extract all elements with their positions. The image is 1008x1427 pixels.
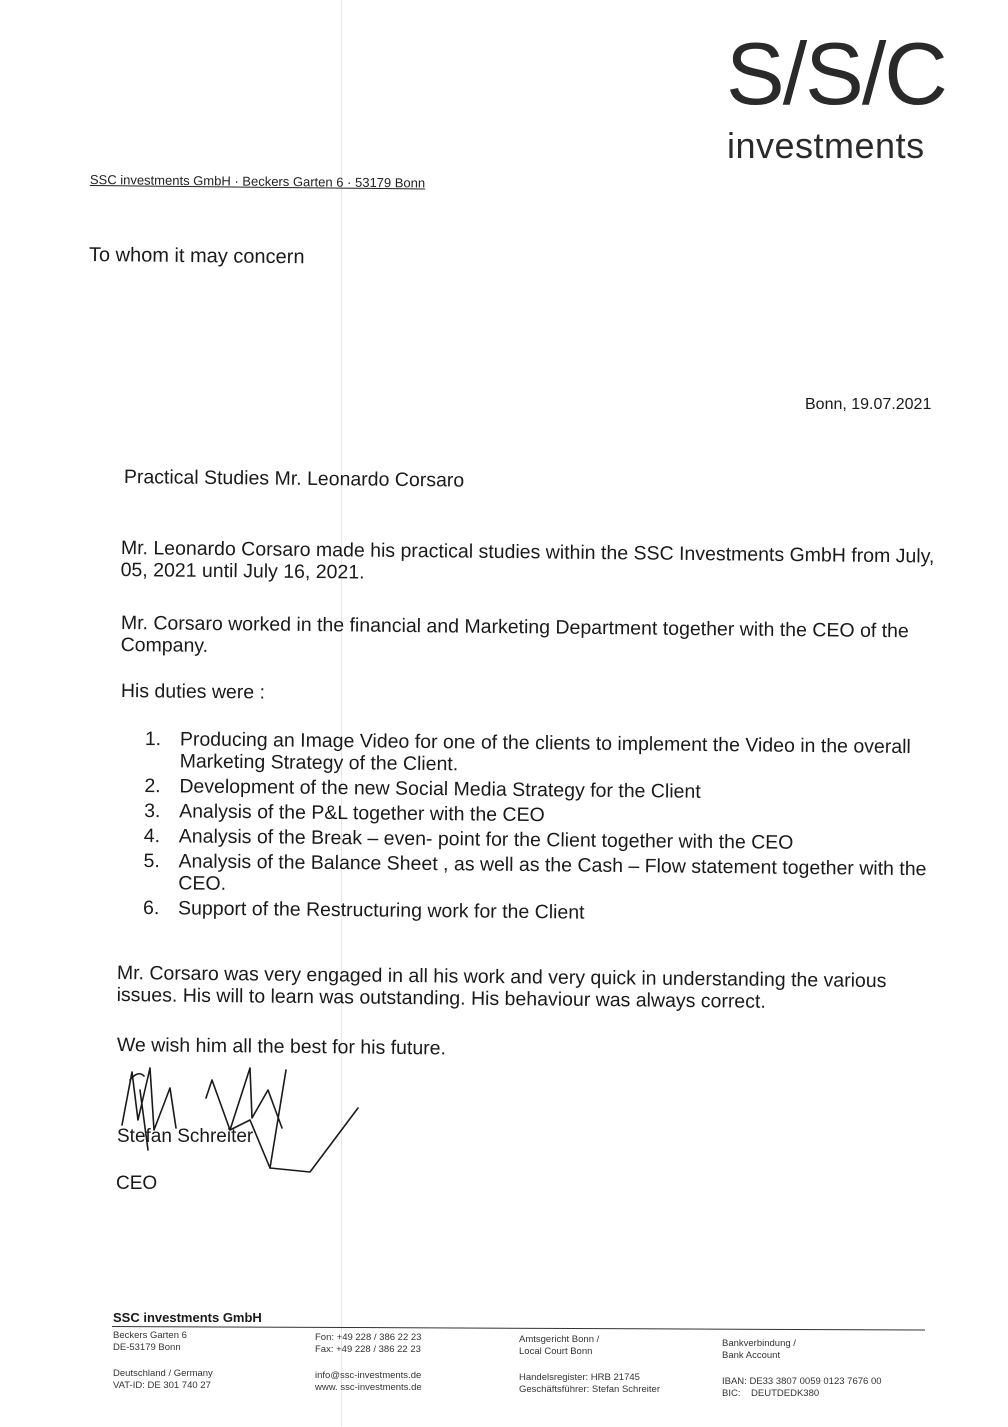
- footer-bic: BIC: DEUTDEDK380: [722, 1388, 820, 1399]
- fold-line: [341, 0, 342, 1427]
- footer-iban: IBAN: DE33 3807 0059 0123 7676 00: [722, 1376, 882, 1387]
- footer-email: info@ssc-investments.de: [315, 1370, 422, 1381]
- duty-number: 3.: [144, 799, 161, 823]
- footer-address-line: DE-53179 Bonn: [113, 1342, 181, 1353]
- signer-name: Stefan Schreiter: [117, 1126, 254, 1147]
- footer-address-line: Beckers Garten 6: [113, 1330, 187, 1341]
- duty-text: Development of the new Social Media Strategy for the Client: [179, 775, 701, 803]
- signer-title: CEO: [116, 1173, 158, 1194]
- footer-country: Deutschland / Germany: [113, 1368, 213, 1379]
- duty-text: Analysis of the P&L together with the CEO: [179, 800, 545, 827]
- footer-company-name: SSC investments GmbH: [113, 1310, 262, 1325]
- duty-text: Producing an Image Video for one of the clients to implement the Video in the overall Marketing Strategy of the Client.: [179, 728, 911, 776]
- paragraph-evaluation: Mr. Corsaro was very engaged in all his work and very quick in understanding the various issues. His will to learn was outstanding. His behaviour was always correct.: [116, 962, 887, 1013]
- duty-item: [145, 728, 945, 780]
- footer-divider: [112, 1326, 925, 1331]
- footer-vat-id: VAT-ID: DE 301 740 27: [113, 1380, 211, 1391]
- footer-bank-label: Bank Account: [722, 1350, 781, 1361]
- footer-bank-label: Bankverbindung /: [722, 1338, 796, 1349]
- letter-subject: Practical Studies Mr. Leonardo Corsaro: [123, 466, 465, 492]
- paragraph-department: Mr. Corsaro worked in the financial and Marketing Department together with the CEO of the Company.: [120, 612, 909, 657]
- footer-contact-column: [315, 1332, 422, 1394]
- company-logo: S/S/C: [726, 24, 946, 123]
- footer-website: www. ssc-investments.de: [315, 1382, 422, 1393]
- footer-court: Local Court Bonn: [519, 1346, 593, 1357]
- duties-intro: His duties were :: [120, 680, 266, 704]
- duty-number: 5.: [143, 849, 160, 873]
- letter-date: Bonn, 19.07.2021: [805, 396, 932, 413]
- footer-register-column: [519, 1334, 660, 1396]
- footer-managing-director: Geschäftsführer: Stefan Schreiter: [519, 1384, 660, 1395]
- duty-item: [143, 850, 943, 902]
- footer-register: Handelsregister: HRB 21745: [519, 1372, 640, 1383]
- duty-item: [143, 897, 943, 927]
- footer-fax: Fax: +49 228 / 386 22 23: [315, 1344, 421, 1355]
- greeting: To whom it may concern: [88, 244, 305, 269]
- footer-address-column: [113, 1330, 213, 1392]
- company-logo-subtitle: investments: [727, 125, 925, 166]
- duty-text: Analysis of the Break – even- point for the Client together with the CEO: [178, 825, 794, 854]
- duty-text: Analysis of the Balance Sheet , as well as the Cash – Flow statement together with the CEO.: [178, 850, 927, 895]
- footer-court: Amtsgericht Bonn /: [519, 1334, 600, 1345]
- closing-wish: We wish him all the best for his future.: [116, 1034, 447, 1060]
- duty-number: 2.: [144, 774, 161, 798]
- footer-bank-column: [722, 1338, 882, 1400]
- duties-list: [143, 728, 945, 930]
- return-address: SSC investments GmbH · Beckers Garten 6 · 53179 Bonn: [89, 172, 426, 191]
- duty-text: Support of the Restructuring work for the Client: [177, 897, 585, 924]
- handwritten-signature: [110, 1060, 380, 1190]
- footer-phone: Fon: +49 228 / 386 22 23: [315, 1332, 422, 1343]
- duty-number: 1.: [144, 728, 162, 751]
- duty-number: 4.: [143, 824, 161, 848]
- paragraph-internship-period: Mr. Leonardo Corsaro made his practical studies within the SSC Investments GmbH from July, 05, 2021 until July 16, 2021.: [120, 537, 935, 584]
- duty-number: 6.: [142, 896, 160, 920]
